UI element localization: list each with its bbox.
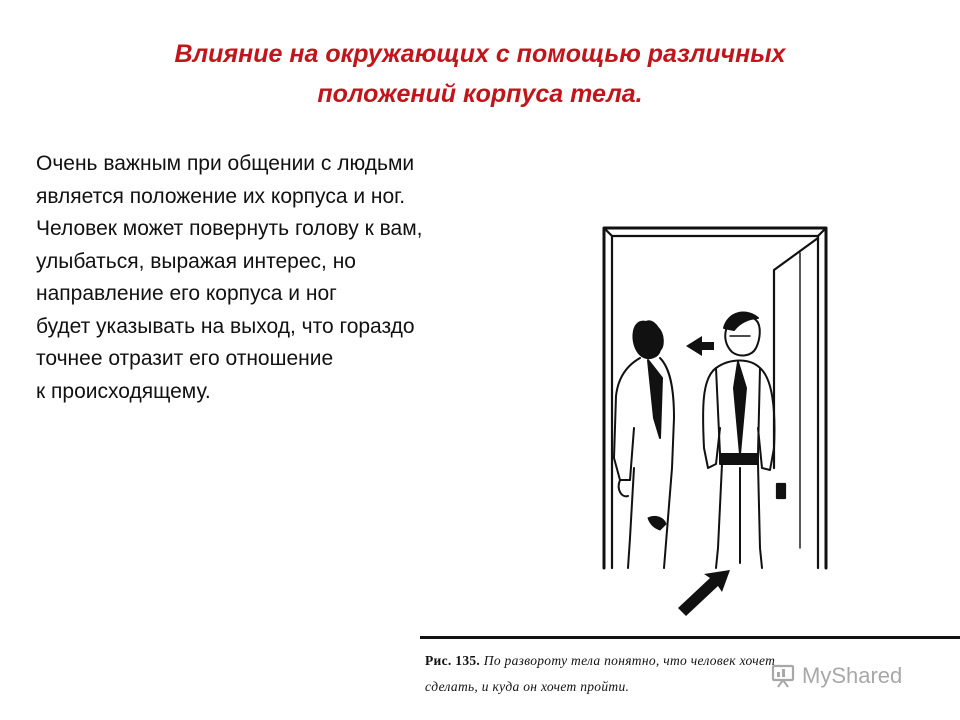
body-line: является положение их корпуса и ног. — [36, 184, 406, 208]
presentation-board-icon — [770, 663, 796, 689]
body-line: будет указывать на выход, что гораздо — [36, 314, 415, 338]
watermark — [770, 662, 902, 690]
doorway-illustration — [590, 218, 850, 618]
caption-line-2: сделать, и куда он хочет пройти. — [425, 679, 630, 694]
body-line: Очень важным при общении с людьми — [36, 152, 415, 175]
exit-direction-arrow — [678, 570, 730, 616]
body-paragraph — [36, 148, 556, 408]
watermark-text: MyShared — [802, 663, 903, 688]
caption-divider — [420, 636, 960, 639]
man-right-figure — [703, 313, 774, 568]
body-line: Человек может повернуть голову к вам, — [36, 217, 423, 240]
head-direction-arrow — [686, 336, 714, 356]
caption-line-1-text: По развороту тела понятно, что человек хочет — [483, 653, 776, 668]
slide-title-line-1: Влияние на окружающих с помощью различных — [174, 40, 786, 68]
slide-title-line-2: положений корпуса тела. — [317, 80, 643, 108]
body-line: точнее отразит его отношение — [36, 347, 334, 370]
caption-figure-label: Рис. 135. — [425, 653, 481, 668]
body-line: направление его корпуса и ног — [36, 282, 337, 305]
man-left-figure — [614, 321, 674, 568]
body-line: улыбаться, выражая интерес, но — [36, 249, 356, 273]
body-line: к происходящему. — [36, 379, 211, 403]
slide-title — [40, 34, 920, 114]
